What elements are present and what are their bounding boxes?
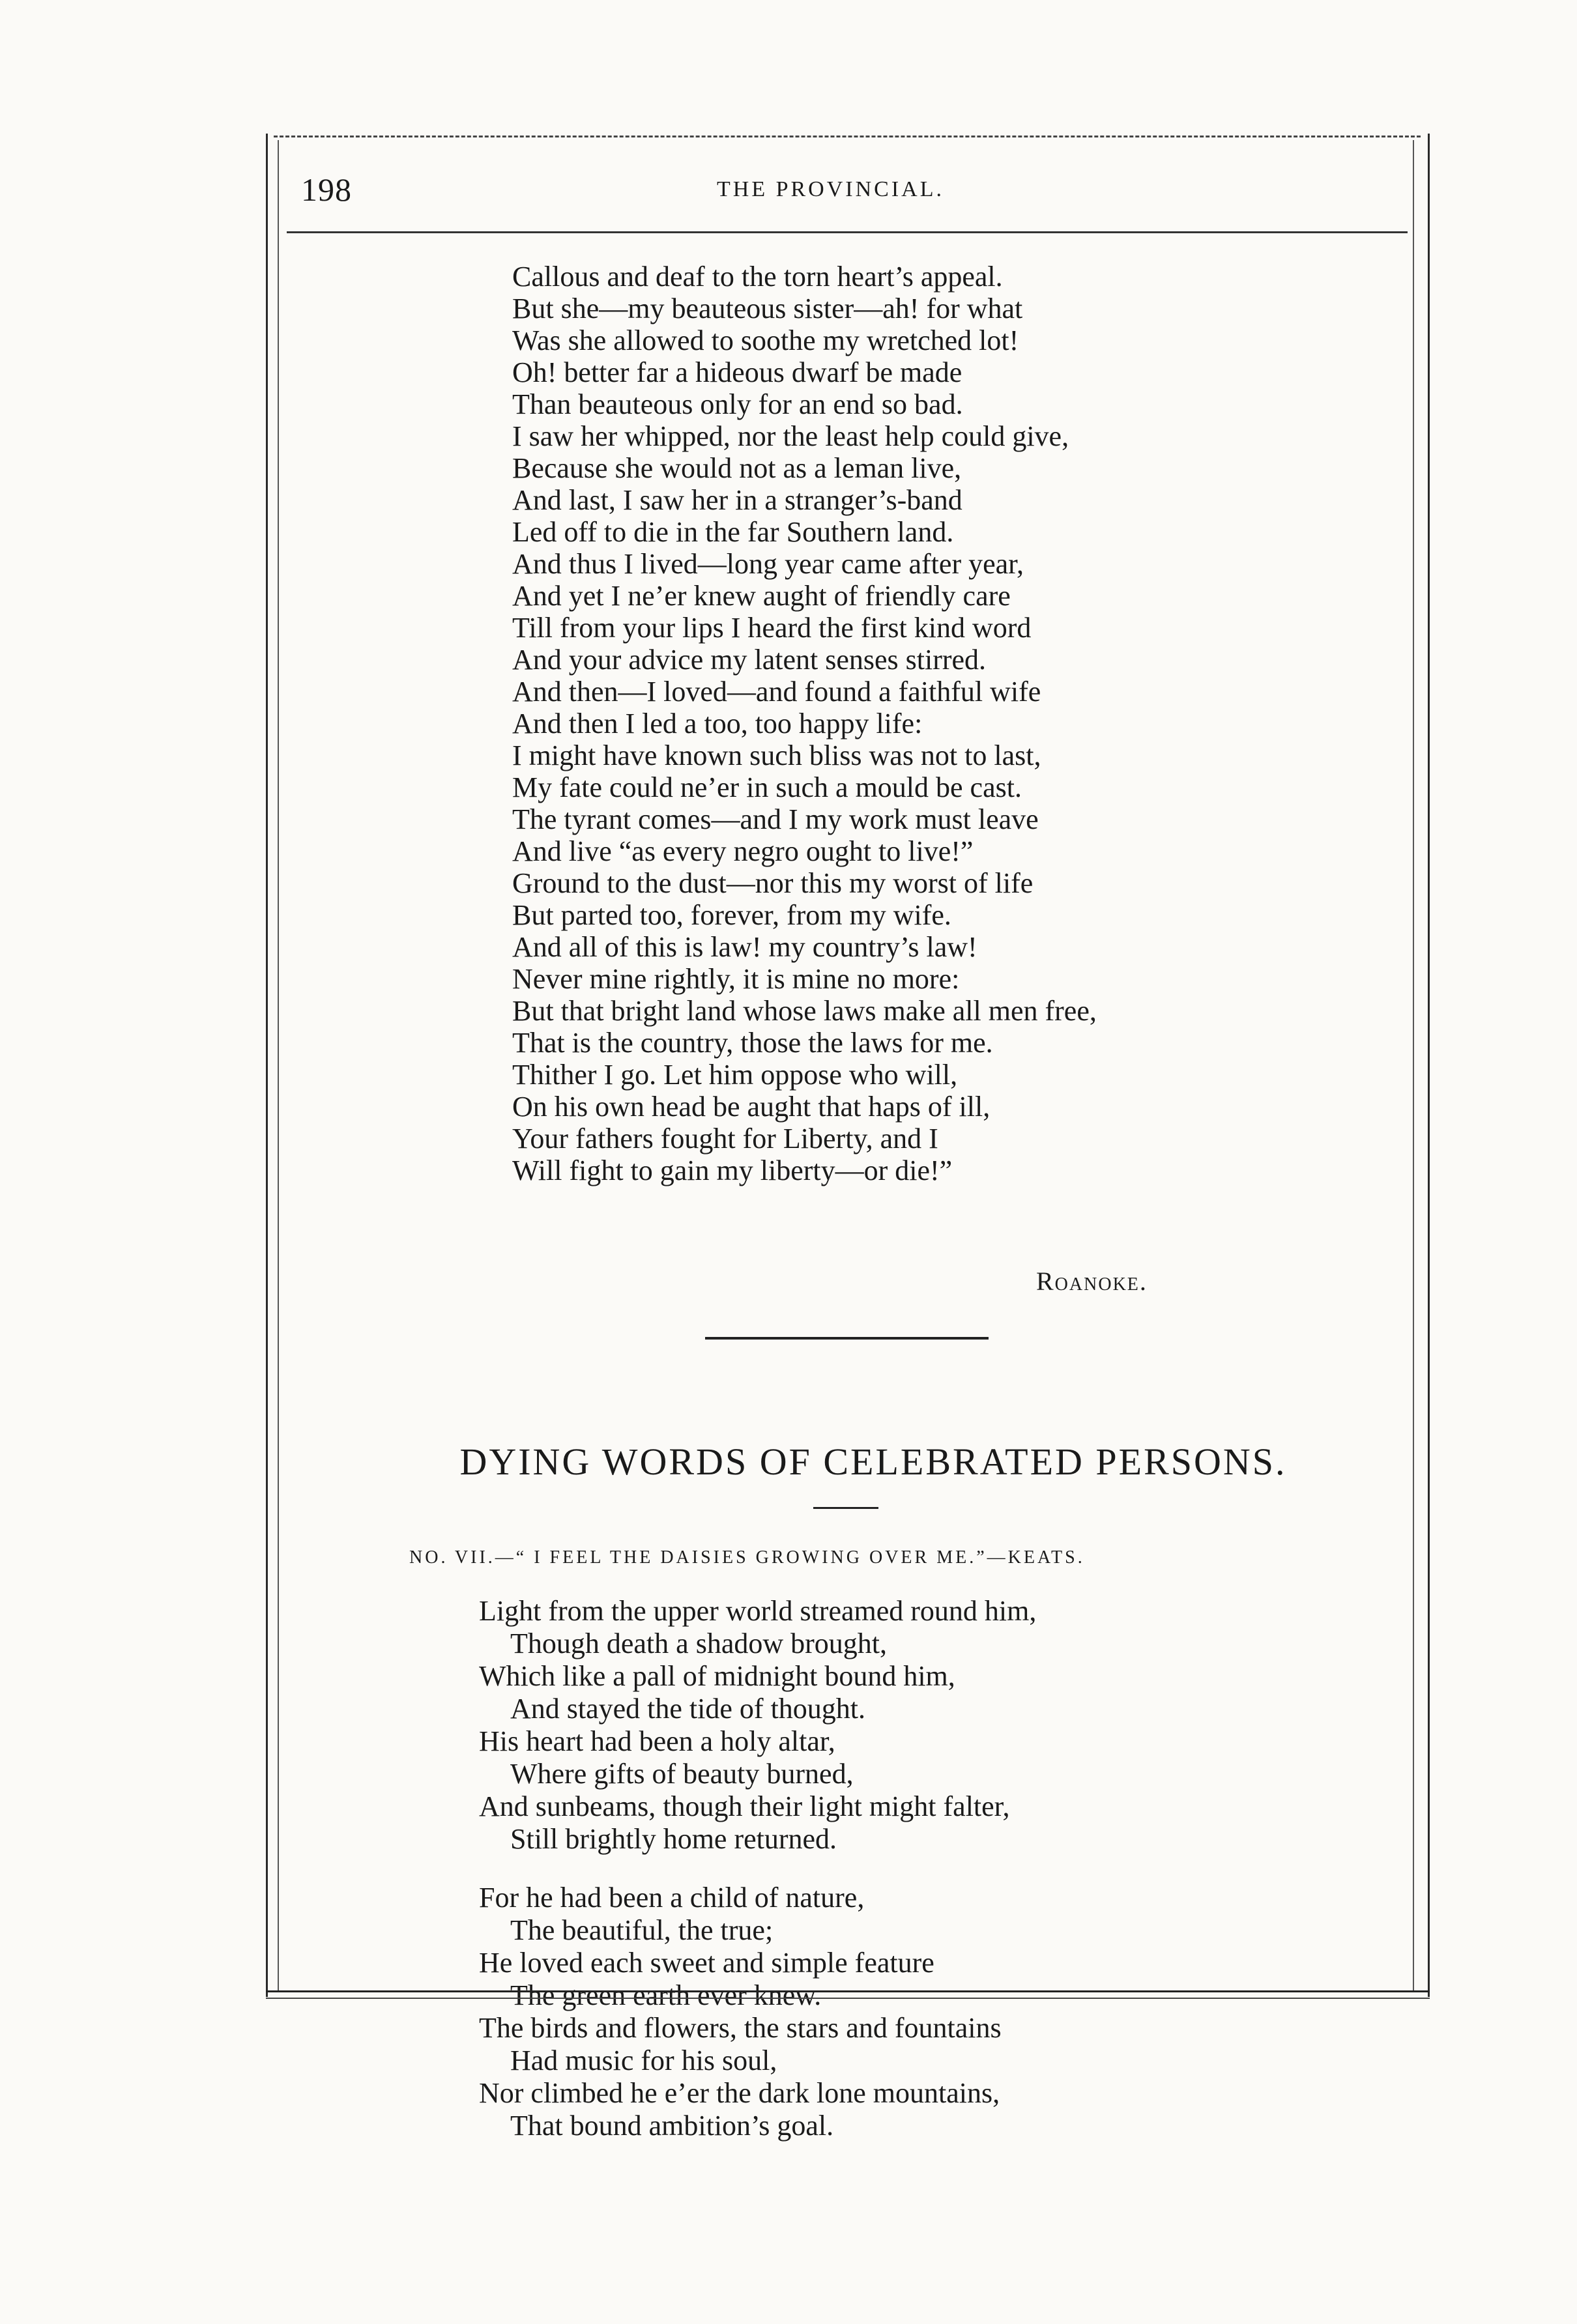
poem-line: His heart had been a holy altar, [479, 1725, 835, 1757]
poem-line: But she—my beauteous sister—ah! for what [512, 293, 1023, 324]
poem-line: Your fathers fought for Liberty, and I [512, 1123, 938, 1155]
article-title: DYING WORDS OF CELEBRATED PERSONS. [459, 1441, 1287, 1483]
poem-roanoke [512, 261, 1392, 1186]
poem-line: Had music for his soul, [510, 2044, 777, 2076]
poem-line: On his own head be aught that haps of ill, [512, 1091, 991, 1123]
poem-line: Led off to die in the far Southern land. [512, 516, 954, 548]
poem-line: He loved each sweet and simple feature [479, 1947, 934, 1979]
poem-line: Oh! better far a hideous dwarf be made [512, 356, 962, 388]
poem-line: Ground to the dust—nor this my worst of life [512, 867, 1034, 899]
poem-line: And live “as every negro ought to live!” [512, 835, 974, 867]
poem-line: That bound ambition’s goal. [510, 2110, 834, 2142]
poem-line: Never mine rightly, it is mine no more: [512, 963, 960, 995]
poem-line: And yet I ne’er knew aught of friendly care [512, 580, 1011, 612]
poem-line: The tyrant comes—and I my work must leave [512, 803, 1039, 835]
poem-line: That is the country, those the laws for me. [512, 1027, 993, 1059]
poem-line: And all of this is law! my country’s law! [512, 931, 977, 963]
running-title: THE PROVINCIAL. [717, 177, 944, 201]
title-rule [813, 1507, 878, 1509]
poem-line: Nor climbed he e’er the dark lone mountains, [479, 2077, 1000, 2109]
stanza-2 [479, 1882, 1326, 2142]
poem-line: Which like a pall of midnight bound him, [479, 1660, 955, 1692]
poem-line: I saw her whipped, nor the least help could give, [512, 420, 1069, 452]
bottom-rule [266, 1990, 1430, 1992]
poem-line: Will fight to gain my liberty—or die!” [512, 1155, 953, 1186]
poem-line: But parted too, forever, from my wife. [512, 899, 951, 931]
poem-line: Light from the upper world streamed round him, [479, 1595, 1037, 1627]
poem-line: I might have known such bliss was not to last, [512, 739, 1041, 771]
poem-line: And your advice my latent senses stirred. [512, 644, 987, 676]
poem-line: Because she would not as a leman live, [512, 452, 962, 484]
bottom-rule-double [266, 1998, 1430, 1999]
poem-line: The beautiful, the true; [510, 1914, 774, 1946]
poem-line: And stayed the tide of thought. [510, 1693, 866, 1725]
poem-line: And then—I loved—and found a faithful wife [512, 676, 1041, 708]
top-rule [274, 136, 1421, 137]
poem-line: Though death a shadow brought, [510, 1628, 887, 1659]
poem-line: The birds and flowers, the stars and fountains [479, 2012, 1002, 2044]
poem-line: Than beauteous only for an end so bad. [512, 388, 963, 420]
poem-line: Callous and deaf to the torn heart’s appeal. [512, 261, 1003, 293]
poem-line: Where gifts of beauty burned, [510, 1758, 854, 1790]
poem-line: And then I led a too, too happy life: [512, 708, 923, 739]
section-divider [705, 1337, 989, 1340]
header-rule [287, 231, 1408, 233]
poem-line: My fate could ne’er in such a mould be cast. [512, 771, 1022, 803]
poem-line: For he had been a child of nature, [479, 1882, 865, 1914]
poem-line: And thus I lived—long year came after year, [512, 548, 1024, 580]
poem-line: And last, I saw her in a stranger’s-band [512, 484, 962, 516]
poem-line: And sunbeams, though their light might falter, [479, 1790, 1010, 1822]
poem-line: Till from your lips I heard the first kind word [512, 612, 1032, 644]
article-subtitle: NO. VII.—“ I FEEL THE DAISIES GROWING OVER ME.”—KEATS. [409, 1547, 1085, 1568]
page-number: 198 [301, 171, 352, 208]
poem-line: The green earth ever knew. [510, 1979, 822, 2011]
poem-signature: Roanoke. [1036, 1267, 1148, 1296]
stanza-1 [479, 1595, 1326, 1856]
poem-line: Thither I go. Let him oppose who will, [512, 1059, 958, 1091]
poem-line: Still brightly home returned. [510, 1823, 837, 1855]
poem-line: But that bright land whose laws make all men free, [512, 995, 1097, 1027]
poem-line: Was she allowed to soothe my wretched lot! [512, 324, 1019, 356]
